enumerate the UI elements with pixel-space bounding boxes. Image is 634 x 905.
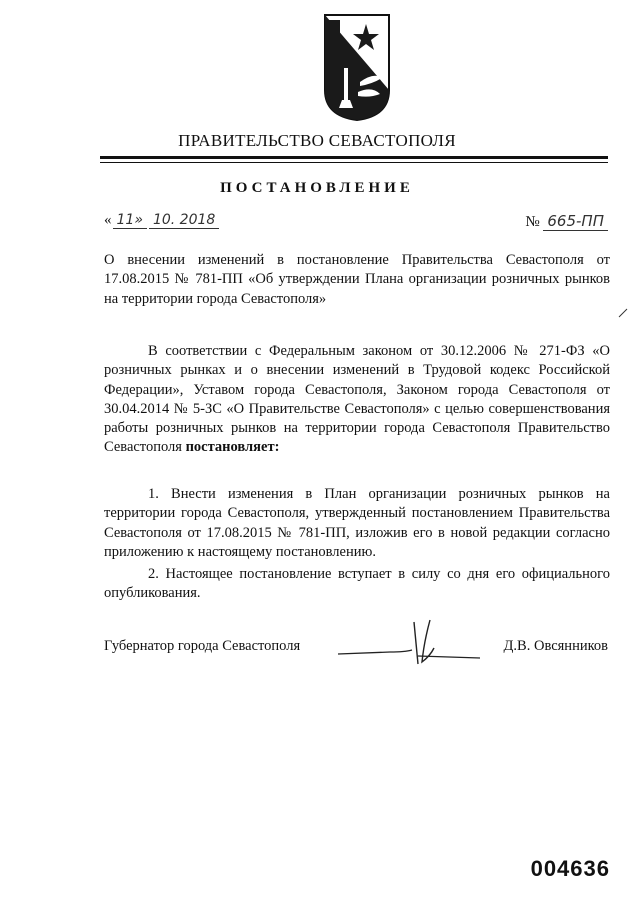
resolution-item-2: 2. Настоящее постановление вступает в силу со дня его официального опубликования.: [104, 566, 610, 602]
document-number: [525, 212, 608, 231]
coat-of-arms-icon: [322, 12, 392, 122]
document-date: [104, 212, 220, 229]
resolution-item-1: 1. Внести изменения в План организации розничных рынков на территории города Севастополя, утвержденный постановлением Правительства Севастополя от 17.08.2015 № 781-ПП, изложив его в новой редакции согласно приложению к настоящему постановлению.: [104, 486, 610, 560]
handwritten-signature-icon: [330, 612, 500, 667]
signatory-position: Губернатор города Севастополя: [104, 638, 301, 654]
number-prefix: №: [525, 214, 540, 230]
header-rule-thin: [100, 162, 608, 163]
preamble-emphasis: постановляет:: [185, 439, 280, 456]
header-rule-thick: [100, 156, 608, 159]
document-subject: О внесении изменений в постановление Правительства Севастополя от 17.08.2015 № 781-ПП «Об утверждении Плана организации розничных рынков на территории города Севастополя»: [104, 252, 610, 307]
signatory-name: Д.В. Овсянников: [503, 638, 608, 654]
date-month-year: 10. 2018: [149, 212, 219, 229]
document-type: ПОСТАНОВЛЕНИЕ: [220, 180, 414, 196]
serial-number: 004636: [530, 856, 610, 881]
government-title: ПРАВИТЕЛЬСТВО СЕВАСТОПОЛЯ: [178, 131, 456, 150]
preamble-text: В соответствии с Федеральным законом от 30.12.2006 № 271-ФЗ «О розничных рынках и о внесении изменений в Трудовой кодекс Российской Федерации», Уставом города Севастополя, Законом города Севастополя от 30.04.2014 № 5-ЗС «О Правительстве Севастополя» с целью совершенствования работы розничных рынков на территории города Севастополя Правительство Севастополя: [104, 343, 610, 456]
preamble-paragraph: [104, 342, 610, 458]
number-value: 665-ПП: [543, 212, 608, 231]
date-quote: «: [104, 212, 112, 228]
date-day: 11»: [113, 212, 147, 229]
pen-mark-icon: [618, 308, 628, 318]
